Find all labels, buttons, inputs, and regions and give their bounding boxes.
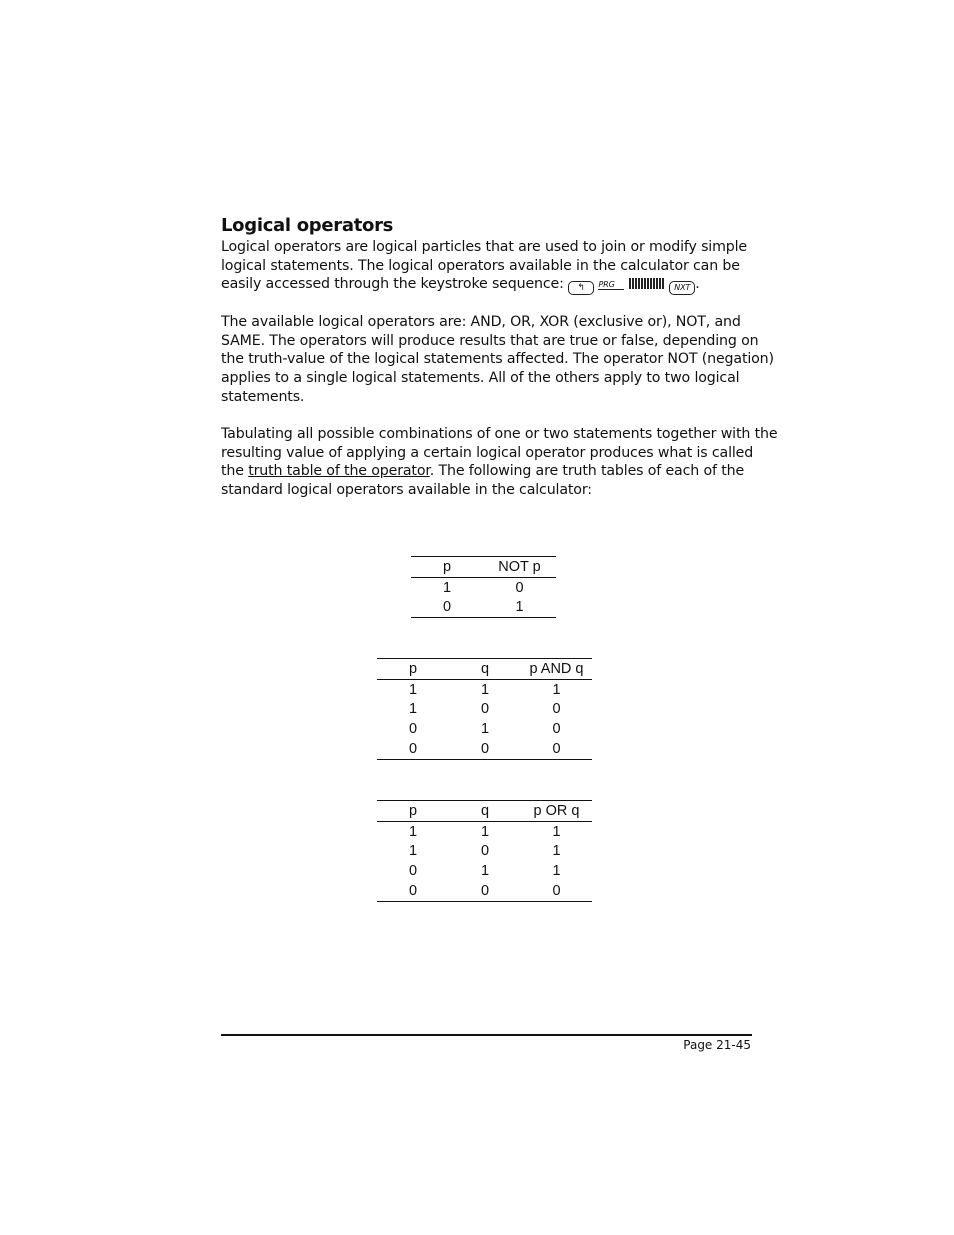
table-cell: 1 xyxy=(552,863,561,880)
table-row xyxy=(377,700,592,720)
table-row xyxy=(411,577,556,597)
text-segment: the xyxy=(221,463,249,480)
table-cell: 0 xyxy=(480,843,490,860)
table-cell: 0 xyxy=(377,739,449,759)
table-row xyxy=(377,679,592,699)
table-header-row xyxy=(377,801,592,822)
text-line xyxy=(221,462,761,481)
truth-table-and xyxy=(377,658,592,760)
table-row xyxy=(377,719,592,739)
page-number: Page 21-45 xyxy=(683,1038,751,1052)
table-cell: 1 xyxy=(408,681,418,698)
text-line: standard logical operators available in the calculator: xyxy=(221,482,592,499)
header-cell: NOT p xyxy=(483,557,556,578)
table-row xyxy=(377,842,592,862)
table-cell: 1 xyxy=(483,598,556,618)
paragraph-intro xyxy=(221,238,761,295)
text-line: the truth-value of the logical statements affected. The operator NOT (negation) xyxy=(221,351,774,368)
test-softkey-icon xyxy=(629,278,665,289)
table-cell: 1 xyxy=(480,721,490,738)
text-line: applies to a single logical statements. All of the others apply to two logical xyxy=(221,370,740,387)
table-cell: 1 xyxy=(480,681,490,698)
text-line xyxy=(221,275,761,295)
text-segment: easily accessed through the keystroke sequence: xyxy=(221,276,569,293)
table-cell: 0 xyxy=(552,721,561,738)
table-header-row xyxy=(377,659,592,680)
header-cell: p xyxy=(377,659,449,680)
truth-table-or xyxy=(377,800,592,902)
underlined-term: truth table of the operator xyxy=(248,463,430,480)
section-heading: Logical operators xyxy=(221,215,394,236)
table-cell: 1 xyxy=(552,681,561,698)
table-row xyxy=(411,598,556,618)
table-cell: 1 xyxy=(408,823,418,840)
text-line: logical statements. The logical operators available in the calculator can be xyxy=(221,257,740,274)
table-cell: 1 xyxy=(480,823,490,840)
header-cell: p xyxy=(411,557,483,578)
table-cell: 1 xyxy=(480,863,490,880)
left-shift-key-icon: ↰ xyxy=(568,281,594,295)
header-cell: p xyxy=(377,801,449,822)
paragraph-truth-tables xyxy=(221,425,778,500)
footer-rule xyxy=(221,1034,752,1036)
table-row xyxy=(377,739,592,759)
text-line: Logical operators are logical particles that are used to join or modify simple xyxy=(221,239,747,255)
text-line: The available logical operators are: AND, OR, XOR (exclusive or), NOT, and xyxy=(221,314,741,330)
table-cell: 0 xyxy=(449,881,521,901)
table-cell: 0 xyxy=(521,739,592,759)
table-cell: 0 xyxy=(552,701,561,718)
header-cell: p OR q xyxy=(521,801,592,822)
table-cell: 0 xyxy=(411,598,483,618)
table-cell: 0 xyxy=(377,881,449,901)
table-row xyxy=(377,821,592,841)
header-cell: q xyxy=(449,801,521,822)
table-row xyxy=(377,881,592,901)
prg-key-icon: PRG xyxy=(598,280,624,290)
table-cell: 0 xyxy=(449,739,521,759)
table-cell: 1 xyxy=(408,843,418,860)
text-line: SAME. The operators will produce results that are true or false, depending on xyxy=(221,332,759,349)
text-line: Tabulating all possible combinations of one or two statements together with the xyxy=(221,426,778,442)
table-row xyxy=(377,861,592,881)
table-header-row xyxy=(411,557,556,578)
header-cell: p AND q xyxy=(521,659,592,680)
table-cell: 1 xyxy=(552,823,561,840)
table-cell: 0 xyxy=(480,701,490,718)
table-cell: 1 xyxy=(442,579,452,596)
header-cell: q xyxy=(449,659,521,680)
text-line: resulting value of applying a certain logical operator produces what is called xyxy=(221,444,754,461)
table-cell: 1 xyxy=(552,843,561,860)
table-cell: 0 xyxy=(515,579,524,596)
text-segment: . The following are truth tables of each of the xyxy=(429,463,745,480)
truth-table-not xyxy=(411,556,556,618)
text-segment: . xyxy=(695,276,700,293)
text-line: statements. xyxy=(221,388,305,405)
table-cell: 1 xyxy=(408,701,418,718)
nxt-key-icon: NXT xyxy=(669,281,695,295)
table-cell: 0 xyxy=(521,881,592,901)
table-cell: 0 xyxy=(408,721,418,738)
paragraph-operators xyxy=(221,313,774,407)
table-cell: 0 xyxy=(408,863,418,880)
